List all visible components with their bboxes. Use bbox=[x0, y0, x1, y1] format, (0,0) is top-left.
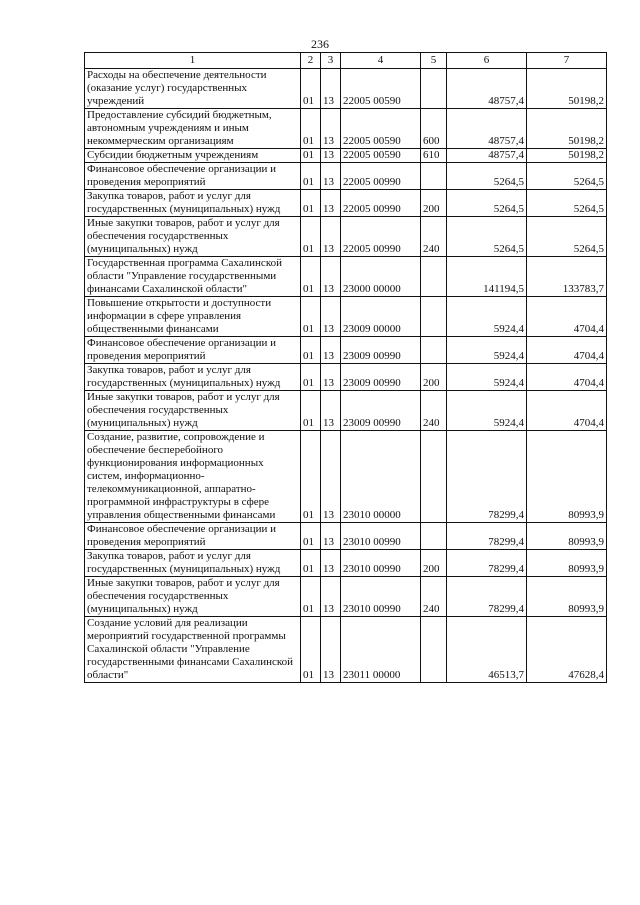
amount-year-2: 50198,2 bbox=[527, 149, 607, 163]
amount-year-2: 133783,7 bbox=[527, 257, 607, 297]
row-description: Создание условий для реализации мероприятий государственной программы Сахалинской области "Управление государственными финансами Сахалинской области" bbox=[85, 617, 301, 683]
section-code: 01 bbox=[301, 297, 321, 337]
table-row bbox=[85, 109, 607, 149]
table-row bbox=[85, 364, 607, 391]
table-row bbox=[85, 617, 607, 683]
budget-table bbox=[84, 52, 607, 683]
section-code: 01 bbox=[301, 109, 321, 149]
target-article-code: 23010 00000 bbox=[341, 431, 421, 523]
column-header: 4 bbox=[341, 53, 421, 69]
section-code: 01 bbox=[301, 337, 321, 364]
table-row bbox=[85, 163, 607, 190]
section-code: 01 bbox=[301, 149, 321, 163]
section-code: 01 bbox=[301, 257, 321, 297]
section-code: 01 bbox=[301, 364, 321, 391]
amount-year-1: 5264,5 bbox=[447, 163, 527, 190]
subsection-code: 13 bbox=[321, 523, 341, 550]
table-row bbox=[85, 577, 607, 617]
target-article-code: 22005 00590 bbox=[341, 69, 421, 109]
amount-year-2: 80993,9 bbox=[527, 523, 607, 550]
section-code: 01 bbox=[301, 217, 321, 257]
row-description: Иные закупки товаров, работ и услуг для обеспечения государственных (муниципальных) нужд bbox=[85, 217, 301, 257]
row-description: Финансовое обеспечение организации и проведения мероприятий bbox=[85, 523, 301, 550]
target-article-code: 23009 00990 bbox=[341, 364, 421, 391]
expense-type-code bbox=[421, 297, 447, 337]
target-article-code: 22005 00590 bbox=[341, 149, 421, 163]
expense-type-code bbox=[421, 257, 447, 297]
column-header: 1 bbox=[85, 53, 301, 69]
header-row bbox=[85, 53, 607, 69]
table-row bbox=[85, 297, 607, 337]
expense-type-code bbox=[421, 431, 447, 523]
amount-year-1: 78299,4 bbox=[447, 577, 527, 617]
table-row bbox=[85, 337, 607, 364]
subsection-code: 13 bbox=[321, 364, 341, 391]
expense-type-code: 600 bbox=[421, 109, 447, 149]
amount-year-1: 5924,4 bbox=[447, 391, 527, 431]
subsection-code: 13 bbox=[321, 337, 341, 364]
row-description: Финансовое обеспечение организации и проведения мероприятий bbox=[85, 163, 301, 190]
amount-year-2: 5264,5 bbox=[527, 217, 607, 257]
section-code: 01 bbox=[301, 523, 321, 550]
target-article-code: 22005 00990 bbox=[341, 190, 421, 217]
table-row bbox=[85, 550, 607, 577]
expense-type-code bbox=[421, 617, 447, 683]
amount-year-1: 141194,5 bbox=[447, 257, 527, 297]
subsection-code: 13 bbox=[321, 617, 341, 683]
column-header: 2 bbox=[301, 53, 321, 69]
amount-year-2: 4704,4 bbox=[527, 337, 607, 364]
section-code: 01 bbox=[301, 163, 321, 190]
row-description: Предоставление субсидий бюджетным, автономным учреждениям и иным некоммерческим организациям bbox=[85, 109, 301, 149]
row-description: Финансовое обеспечение организации и проведения мероприятий bbox=[85, 337, 301, 364]
column-header: 6 bbox=[447, 53, 527, 69]
expense-type-code: 240 bbox=[421, 391, 447, 431]
section-code: 01 bbox=[301, 69, 321, 109]
expense-type-code bbox=[421, 337, 447, 364]
table-row bbox=[85, 190, 607, 217]
amount-year-2: 4704,4 bbox=[527, 391, 607, 431]
row-description: Иные закупки товаров, работ и услуг для обеспечения государственных (муниципальных) нужд bbox=[85, 577, 301, 617]
amount-year-1: 5924,4 bbox=[447, 297, 527, 337]
target-article-code: 22005 00590 bbox=[341, 109, 421, 149]
subsection-code: 13 bbox=[321, 190, 341, 217]
target-article-code: 22005 00990 bbox=[341, 217, 421, 257]
expense-type-code: 200 bbox=[421, 364, 447, 391]
amount-year-1: 46513,7 bbox=[447, 617, 527, 683]
subsection-code: 13 bbox=[321, 149, 341, 163]
amount-year-2: 5264,5 bbox=[527, 190, 607, 217]
table-row bbox=[85, 217, 607, 257]
row-description: Создание, развитие, сопровождение и обеспечение бесперебойного функционирования информационных систем, информационно-телекоммуникационной, аппаратно-программной инфраструктуры в сфере управления общественными финансами bbox=[85, 431, 301, 523]
amount-year-1: 48757,4 bbox=[447, 109, 527, 149]
row-description: Повышение открытости и доступности информации в сфере управления общественными финансами bbox=[85, 297, 301, 337]
expense-type-code bbox=[421, 163, 447, 190]
amount-year-2: 80993,9 bbox=[527, 431, 607, 523]
amount-year-1: 5924,4 bbox=[447, 364, 527, 391]
amount-year-2: 5264,5 bbox=[527, 163, 607, 190]
subsection-code: 13 bbox=[321, 163, 341, 190]
table-row bbox=[85, 257, 607, 297]
expense-type-code: 610 bbox=[421, 149, 447, 163]
amount-year-1: 5264,5 bbox=[447, 217, 527, 257]
target-article-code: 23009 00990 bbox=[341, 337, 421, 364]
section-code: 01 bbox=[301, 190, 321, 217]
subsection-code: 13 bbox=[321, 297, 341, 337]
subsection-code: 13 bbox=[321, 391, 341, 431]
amount-year-2: 80993,9 bbox=[527, 550, 607, 577]
amount-year-2: 4704,4 bbox=[527, 364, 607, 391]
expense-type-code: 240 bbox=[421, 577, 447, 617]
expense-type-code: 240 bbox=[421, 217, 447, 257]
expense-type-code: 200 bbox=[421, 550, 447, 577]
table-row bbox=[85, 149, 607, 163]
target-article-code: 23009 00990 bbox=[341, 391, 421, 431]
subsection-code: 13 bbox=[321, 69, 341, 109]
row-description: Закупка товаров, работ и услуг для государственных (муниципальных) нужд bbox=[85, 550, 301, 577]
expense-type-code bbox=[421, 69, 447, 109]
row-description: Иные закупки товаров, работ и услуг для обеспечения государственных (муниципальных) нужд bbox=[85, 391, 301, 431]
amount-year-2: 4704,4 bbox=[527, 297, 607, 337]
page-number: 236 bbox=[311, 37, 329, 51]
subsection-code: 13 bbox=[321, 257, 341, 297]
subsection-code: 13 bbox=[321, 550, 341, 577]
target-article-code: 23009 00000 bbox=[341, 297, 421, 337]
row-description: Закупка товаров, работ и услуг для государственных (муниципальных) нужд bbox=[85, 364, 301, 391]
section-code: 01 bbox=[301, 577, 321, 617]
subsection-code: 13 bbox=[321, 431, 341, 523]
amount-year-1: 5264,5 bbox=[447, 190, 527, 217]
row-description: Субсидии бюджетным учреждениям bbox=[85, 149, 301, 163]
table-row bbox=[85, 431, 607, 523]
row-description: Государственная программа Сахалинской области "Управление государственными финансами Сахалинской области" bbox=[85, 257, 301, 297]
target-article-code: 23010 00990 bbox=[341, 523, 421, 550]
column-header: 3 bbox=[321, 53, 341, 69]
amount-year-1: 78299,4 bbox=[447, 431, 527, 523]
amount-year-1: 48757,4 bbox=[447, 69, 527, 109]
target-article-code: 23011 00000 bbox=[341, 617, 421, 683]
table-row bbox=[85, 391, 607, 431]
target-article-code: 23000 00000 bbox=[341, 257, 421, 297]
section-code: 01 bbox=[301, 550, 321, 577]
amount-year-2: 47628,4 bbox=[527, 617, 607, 683]
subsection-code: 13 bbox=[321, 577, 341, 617]
amount-year-1: 78299,4 bbox=[447, 550, 527, 577]
target-article-code: 23010 00990 bbox=[341, 550, 421, 577]
column-header: 7 bbox=[527, 53, 607, 69]
expense-type-code: 200 bbox=[421, 190, 447, 217]
amount-year-2: 50198,2 bbox=[527, 69, 607, 109]
expense-type-code bbox=[421, 523, 447, 550]
amount-year-2: 80993,9 bbox=[527, 577, 607, 617]
amount-year-1: 78299,4 bbox=[447, 523, 527, 550]
table-row bbox=[85, 523, 607, 550]
subsection-code: 13 bbox=[321, 217, 341, 257]
amount-year-1: 48757,4 bbox=[447, 149, 527, 163]
column-header: 5 bbox=[421, 53, 447, 69]
row-description: Закупка товаров, работ и услуг для государственных (муниципальных) нужд bbox=[85, 190, 301, 217]
target-article-code: 22005 00990 bbox=[341, 163, 421, 190]
subsection-code: 13 bbox=[321, 109, 341, 149]
amount-year-2: 50198,2 bbox=[527, 109, 607, 149]
section-code: 01 bbox=[301, 431, 321, 523]
row-description: Расходы на обеспечение деятельности (оказание услуг) государственных учреждений bbox=[85, 69, 301, 109]
target-article-code: 23010 00990 bbox=[341, 577, 421, 617]
amount-year-1: 5924,4 bbox=[447, 337, 527, 364]
section-code: 01 bbox=[301, 391, 321, 431]
section-code: 01 bbox=[301, 617, 321, 683]
table-row bbox=[85, 69, 607, 109]
